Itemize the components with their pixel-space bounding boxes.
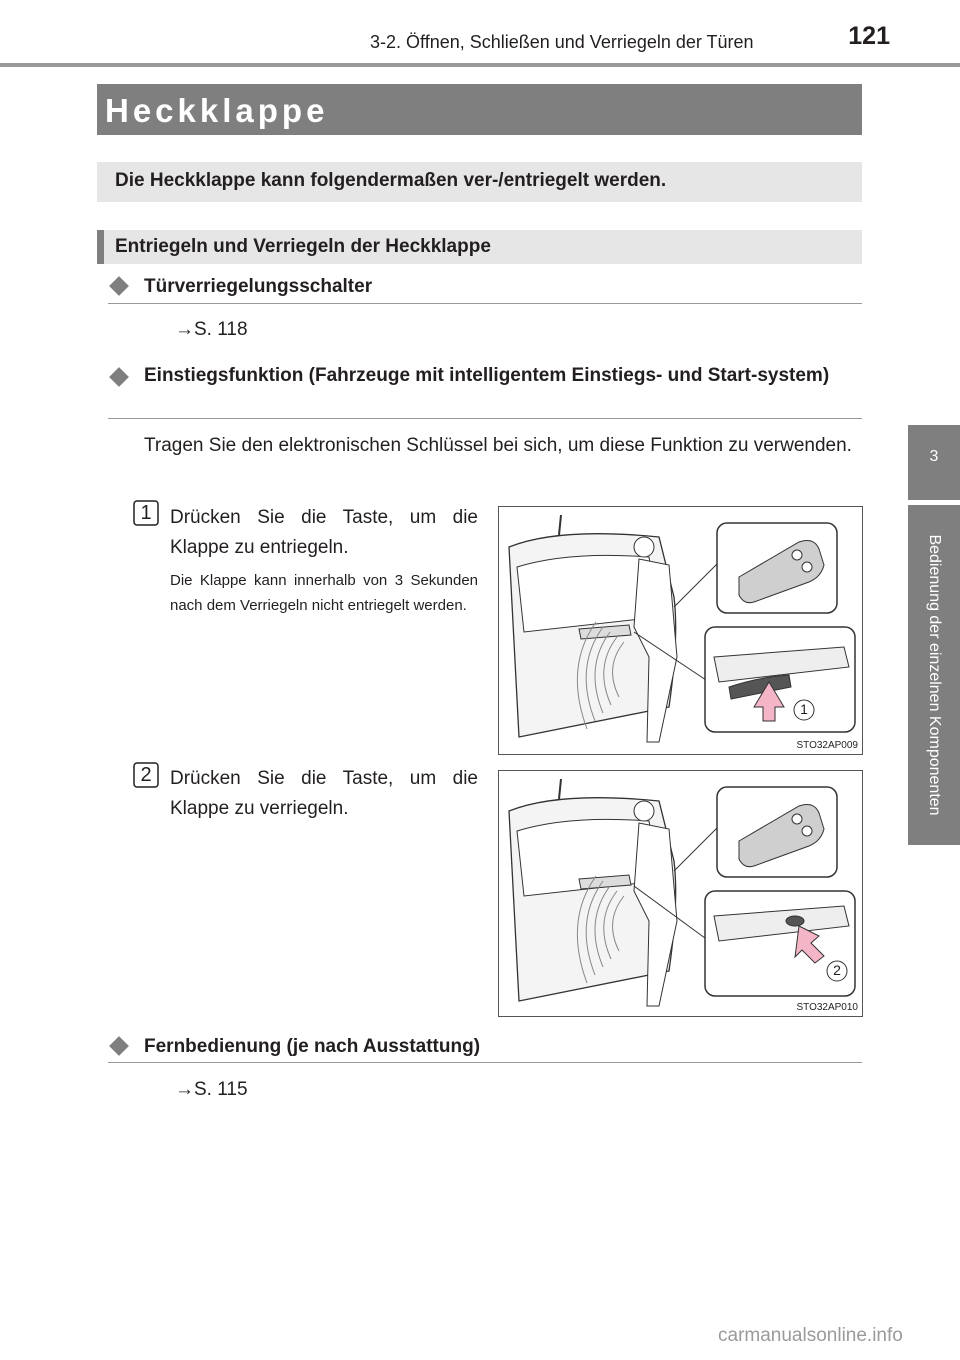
section-heading [97,230,862,264]
intro-box [97,162,862,202]
page-title: Heckklappe [105,92,329,129]
page-number: 121 [848,22,890,50]
figure-unlock [498,506,863,755]
step-number-text: 2 [140,764,152,786]
step-number-1 [133,500,159,532]
step-number-text: 1 [140,502,152,524]
figure-code: STO32AP009 [796,740,858,751]
side-tab-label [908,505,960,845]
side-tab-number: 3 [908,425,960,500]
figure-callout-number: 1 [800,701,808,717]
chapter-title: 3-2. Öffnen, Schließen und Verriegeln der Türen [370,32,754,52]
watermark: carmanualsonline.info [718,1325,903,1346]
subsection-rule [108,303,862,304]
diamond-bullet-icon [109,1036,129,1056]
step-number-2 [133,762,159,794]
step-note: Die Klappe kann innerhalb von 3 Sekunden nach dem Verriegeln nicht entriegelt werden. [170,572,478,614]
page-title-bar [97,84,862,135]
page-reference[interactable]: →S. 118 [175,319,248,340]
figure-callout-number: 2 [833,962,841,978]
page-reference[interactable]: →S. 115 [175,1079,248,1100]
subsection-rule [108,418,862,419]
diamond-bullet-icon [109,276,129,296]
figure-code: STO32AP010 [796,1002,858,1013]
diamond-bullet-icon [109,367,129,387]
section-heading-text: Entriegeln und Verriegeln der Heckklappe [115,236,491,257]
step-text: Drücken Sie die Taste, um die Klappe zu entriegeln. [170,507,478,558]
intro-text: Die Heckklappe kann folgendermaßen ver-/entriegelt werden. [115,170,667,191]
subsection-title: Fernbedienung (je nach Ausstattung) [144,1036,481,1057]
body-paragraph: Tragen Sie den elektronischen Schlüssel bei sich, um diese Funktion zu verwenden. [144,435,852,456]
car-tailgate-illustration [499,771,862,1016]
subsection-title: Türverriegelungsschalter [144,276,373,297]
side-tab-label-text: Bedienung der einzelnen Komponenten [926,534,943,816]
header-rule [0,63,960,67]
figure-lock [498,770,863,1017]
subsection-rule [108,1062,862,1063]
section-heading-bar [97,230,104,264]
step-text: Drücken Sie die Taste, um die Klappe zu verriegeln. [170,768,478,819]
subsection-title: Einstiegsfunktion (Fahrzeuge mit intelligentem Einstiegs- und Start-system) [144,365,830,386]
